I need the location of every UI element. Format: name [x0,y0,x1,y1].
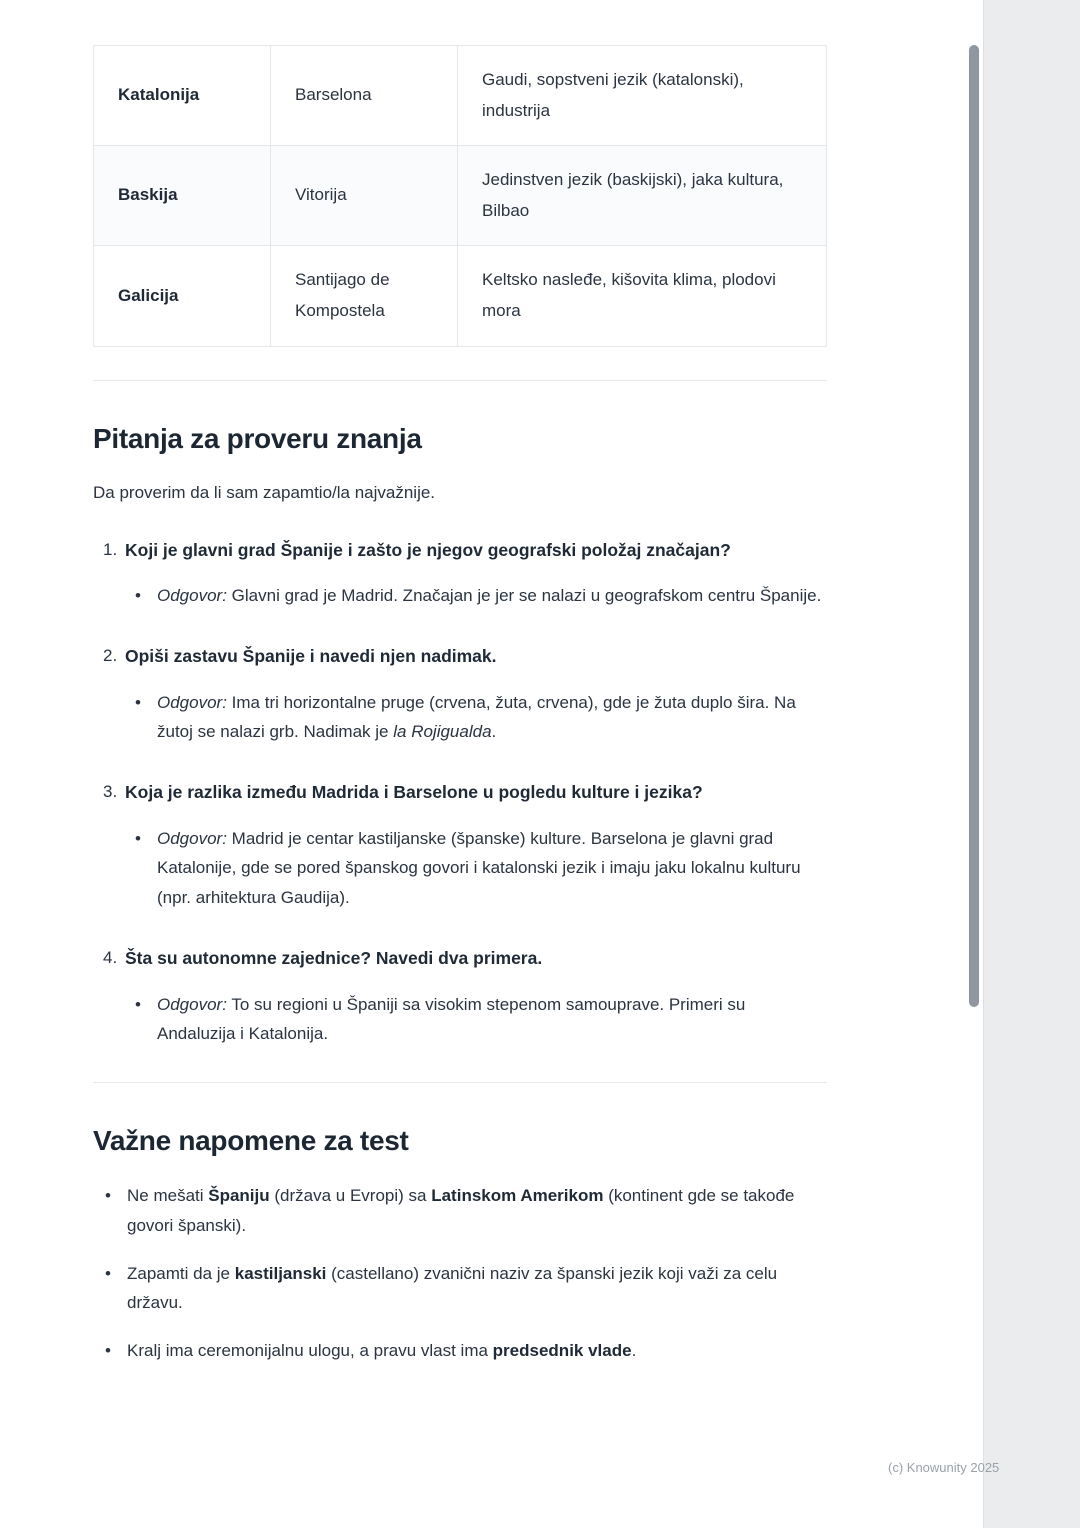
features-cell: Gaudi, sopstveni jezik (katalonski), industrija [458,46,827,146]
city-cell: Vitorija [271,146,458,246]
list-item [93,1259,827,1319]
table-row [94,146,827,246]
region-cell: Galicija [94,246,271,346]
quiz-question [93,943,827,974]
note-text: Kralj ima ceremonijalnu ulogu, a pravu vlast ima predsednik vlade. [127,1341,637,1361]
list-number: 3. [103,782,118,802]
list-number: 4. [103,947,118,967]
section-divider [93,380,827,381]
document-content [93,0,827,1384]
bullet-marker: • [135,586,141,606]
region-cell: Baskija [94,146,271,246]
bullet-marker: • [105,1341,111,1361]
answer-text: Odgovor: Madrid je centar kastiljanske (španske) kulture. Barselona je glavni grad Katalonije, gde se pored španskog govori i katalonski jezik i imaju jaku lokalnu kulturu (npr. arhitektura Gaudija). [157,828,801,908]
quiz-question [93,777,827,808]
quiz-section-title: Pitanja za proveru znanja [93,422,422,454]
quiz-answer [135,581,827,611]
bullet-marker: • [105,1186,111,1206]
table-row [94,46,827,146]
note-text: Zapamti da je kastiljanski (castellano) zvanični naziv za španski jezik koji važi za celu državu. [127,1263,778,1313]
scrollbar[interactable] [969,45,979,1007]
notes-list [93,1181,827,1366]
question-text: Koja je razlika između Madrida i Barselone u pogledu kulture i jezika? [125,782,703,803]
section-divider [93,1082,827,1083]
table-row [94,246,827,346]
list-number: 1. [103,539,118,559]
answer-text: Odgovor: To su regioni u Španiji sa visokim stepenom samouprave. Primeri su Andaluzija i Katalonija. [157,994,746,1044]
features-cell: Jedinstven jezik (baskijski), jaka kultura, Bilbao [458,146,827,246]
regions-table [93,45,827,347]
quiz-item [93,641,827,747]
bullet-marker: • [135,692,141,712]
quiz-item [93,943,827,1049]
quiz-question [93,641,827,672]
quiz-intro: Da proverim da li sam zapamtio/la najvažnije. [93,482,436,502]
quiz-list [93,535,827,1050]
bullet-marker: • [135,828,141,848]
features-cell: Keltsko nasleđe, kišovita klima, plodovi mora [458,246,827,346]
answer-text: Odgovor: Ima tri horizontalne pruge (crvena, žuta, crvena), gde je žuta duplo šira. Na žutoj se nalazi grb. Nadimak je la Rojigualda. [157,692,796,742]
list-number: 2. [103,645,118,665]
question-text: Koji je glavni grad Španije i zašto je njegov geografski položaj značajan? [125,539,731,560]
quiz-item [93,535,827,611]
list-item [93,1336,827,1366]
viewer-side-panel [983,0,1080,1528]
quiz-item [93,777,827,913]
question-text: Opiši zastavu Španije i navedi njen nadimak. [125,645,497,666]
answer-text: Odgovor: Glavni grad je Madrid. Značajan je jer se nalazi u geografskom centru Španije. [157,586,822,606]
list-item [93,1181,827,1241]
city-cell: Barselona [271,46,458,146]
notes-section-title: Važne napomene za test [93,1125,409,1157]
region-cell: Katalonija [94,46,271,146]
bullet-marker: • [135,994,141,1014]
note-text: Ne mešati Španiju (država u Evropi) sa Latinskom Amerikom (kontinent gde se takođe govori španski). [127,1186,795,1235]
quiz-answer [135,824,827,913]
question-text: Šta su autonomne zajednice? Navedi dva primera. [125,947,543,968]
city-cell: Santijago de Kompostela [271,246,458,346]
quiz-answer [135,990,827,1050]
watermark: (c) Knowunity 2025 [888,1460,1000,1475]
quiz-question [93,535,827,566]
quiz-answer [135,688,827,748]
bullet-marker: • [105,1263,111,1283]
